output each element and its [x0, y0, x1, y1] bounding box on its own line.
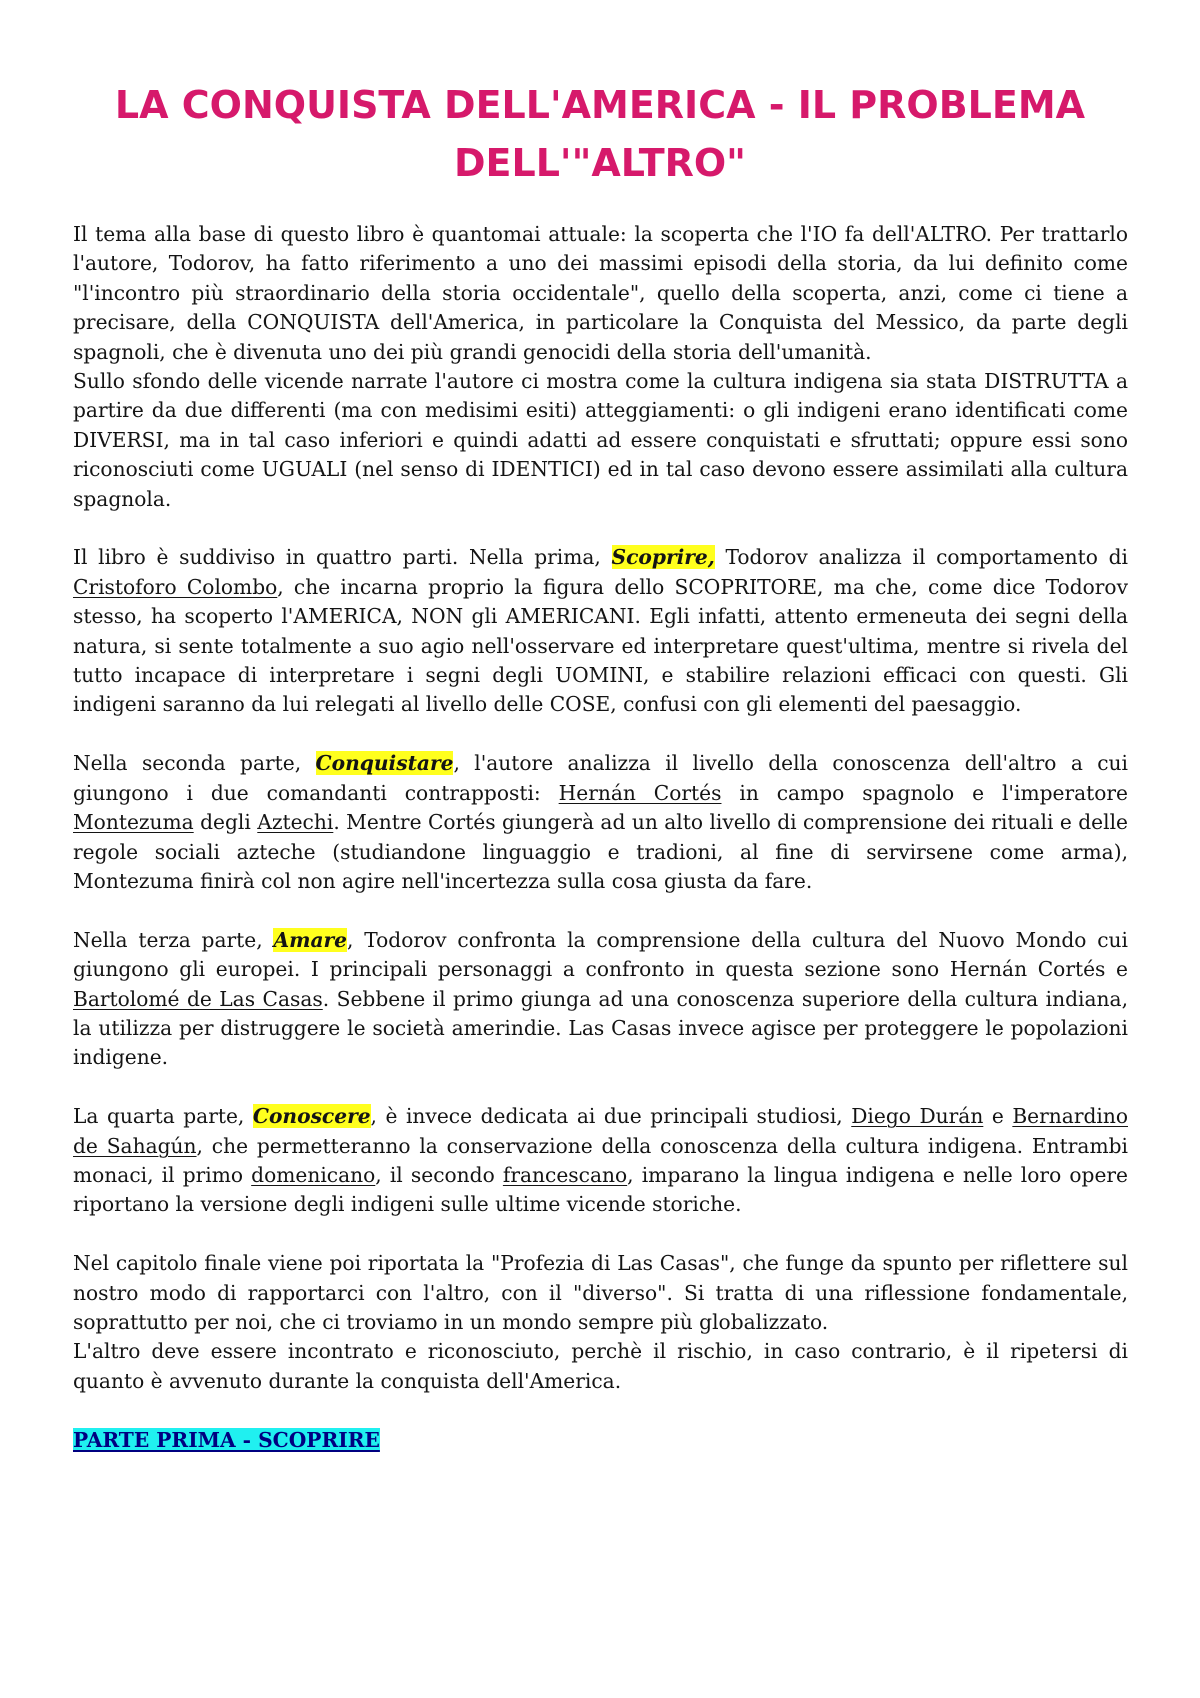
paragraph-text: Todorov analizza il comportamento di [714, 545, 1128, 570]
highlight-conoscere: Conoscere [252, 1104, 371, 1129]
paragraph-text: , l'autore analizza il livello della conoscenza dell'altro a cui giungono i due comandanti contrapposti: [73, 751, 1129, 805]
link-bartolome-de-las-casas[interactable]: Bartolomé de Las Casas [73, 986, 323, 1011]
paragraph-text: , Todorov confronta la comprensione della cultura del Nuovo Mondo cui giungono gli europei. I principali personaggi a confronto in questa sezione sono Hernán Cortés e [73, 927, 1128, 982]
link-bernardino-de-sahagun[interactable]: Bernardino de Sahagún [73, 1104, 1128, 1158]
paragraph-text: Il libro è suddiviso in quattro parti. Nella prima, [73, 545, 612, 570]
document-title: LA CONQUISTA DELL'AMERICA - IL PROBLEMA DELL'"ALTRO" [114, 83, 1086, 185]
paragraph-text: in campo spagnolo e l'imperatore [721, 780, 1129, 805]
paragraph-text: La quarta parte, [73, 1104, 253, 1129]
highlight-conquistare: Conquistare [315, 751, 454, 776]
paragraph-part-two [73, 749, 1128, 896]
paragraph-text: , che permetteranno la conservazione della conoscenza della cultura indigena. Entrambi monaci, il primo [73, 1133, 1128, 1187]
link-montezuma[interactable]: Montezuma [73, 810, 194, 835]
paragraph-text: , è invece dedicata ai due principali studiosi, [370, 1104, 852, 1129]
paragraph-final-chapter: Nel capitolo finale viene poi riportata la "Profezia di Las Casas", che funge da spunto per riflettere sul nostro modo di rapportarci con l'altro, con il "diverso". Si tratta di una riflessione fondamentale, soprattutto per noi, che ci troviamo in un mondo sempre più globalizzato. [73, 1251, 1128, 1334]
link-domenicano[interactable]: domenicano [251, 1162, 376, 1187]
paragraph-part-three [73, 926, 1128, 1073]
paragraph-text: . Sebbene il primo giunga ad una conoscenza superiore della cultura indiana, la utilizza per distruggere le società amerindie. Las Casas invece agisce per proteggere le popolazioni indigene. [73, 986, 1128, 1070]
paragraph-text: Nella seconda parte, [73, 751, 316, 776]
paragraph-text: , imparano la lingua indigena e nelle loro opere riportano la versione degli indigeni sulle ultime vicende storiche. [73, 1162, 1128, 1217]
paragraph-text: degli [193, 810, 258, 835]
document-body [73, 220, 1128, 1455]
section-heading: PARTE PRIMA - SCOPRIRE [73, 1427, 380, 1452]
paragraph-text: , che incarna proprio la figura dello SCOPRITORE, ma che, come dice Todorov stesso, ha scoperto l'AMERICA, NON gli AMERICANI. Egli infatti, attento ermeneuta dei segni della natura, si sente totalmente a suo agio nell'osservare ed interpretare quest'ultima, mentre si rivela del tutto incapace di interpretare i segni degli UOMINI, e stabilire relazioni efficaci con questi. Gli indigeni saranno da lui relegati al livello delle COSE, confusi con gli elementi del paesaggio. [73, 574, 1128, 717]
section-heading-row [73, 1426, 1128, 1455]
link-aztechi[interactable]: Aztechi [257, 810, 334, 835]
paragraph-intro: Il tema alla base di questo libro è quantomai attuale: la scoperta che l'IO fa dell'ALTRO. Per trattarlo l'autore, Todorov, ha fatto riferimento a uno dei massimi episodi della storia, da lui definito come "l'incontro più straordinario della storia occidentale", quello della scoperta, anzi, come ci tiene a precisare, della CONQUISTA dell'America, in particolare la Conquista del Messico, da parte degli spagnoli, che è divenuta uno dei più grandi genocidi della storia dell'umanità. [73, 222, 1128, 364]
paragraph-text: Nella terza parte, [73, 927, 274, 952]
paragraph-part-four [73, 1102, 1128, 1220]
link-hernan-cortes[interactable]: Hernán Cortés [558, 780, 722, 805]
paragraph-conclusion: L'altro deve essere incontrato e riconosciuto, perchè il rischio, in caso contrario, è il ripetersi di quanto è avvenuto durante la conquista dell'America. [73, 1339, 1128, 1393]
paragraph-attitudes: Sullo sfondo delle vicende narrate l'autore ci mostra come la cultura indigena sia stata DISTRUTTA a partire da due differenti (ma con medisimi esiti) atteggiamenti: o gli indigeni erano identificati come DIVERSI, ma in tal caso inferiori e quindi adatti ad essere conquistati e sfruttati; oppure essi sono riconosciuti come UGUALI (nel senso di IDENTICI) ed in tal caso devono essere assimilati alla cultura spagnola. [73, 369, 1128, 511]
highlight-amare: Amare [273, 927, 348, 952]
paragraph-part-one [73, 543, 1128, 719]
link-diego-duran[interactable]: Diego Durán [851, 1104, 984, 1129]
highlight-scoprire: Scoprire, [611, 545, 715, 570]
link-francescano[interactable]: francescano [502, 1162, 628, 1187]
link-cristoforo-colombo[interactable]: Cristoforo Colombo [73, 574, 278, 599]
paragraph-text: . Mentre Cortés giungerà ad un alto livello di comprensione dei rituali e delle regole sociali azteche (studiandone linguaggio e tradioni, al fine di servirsene come arma), Montezuma finirà col non agire nell'incertezza sulla cosa giusta da fare. [73, 810, 1128, 893]
paragraph-text: e [983, 1104, 1013, 1129]
paragraph-text: , il secondo [375, 1162, 503, 1187]
